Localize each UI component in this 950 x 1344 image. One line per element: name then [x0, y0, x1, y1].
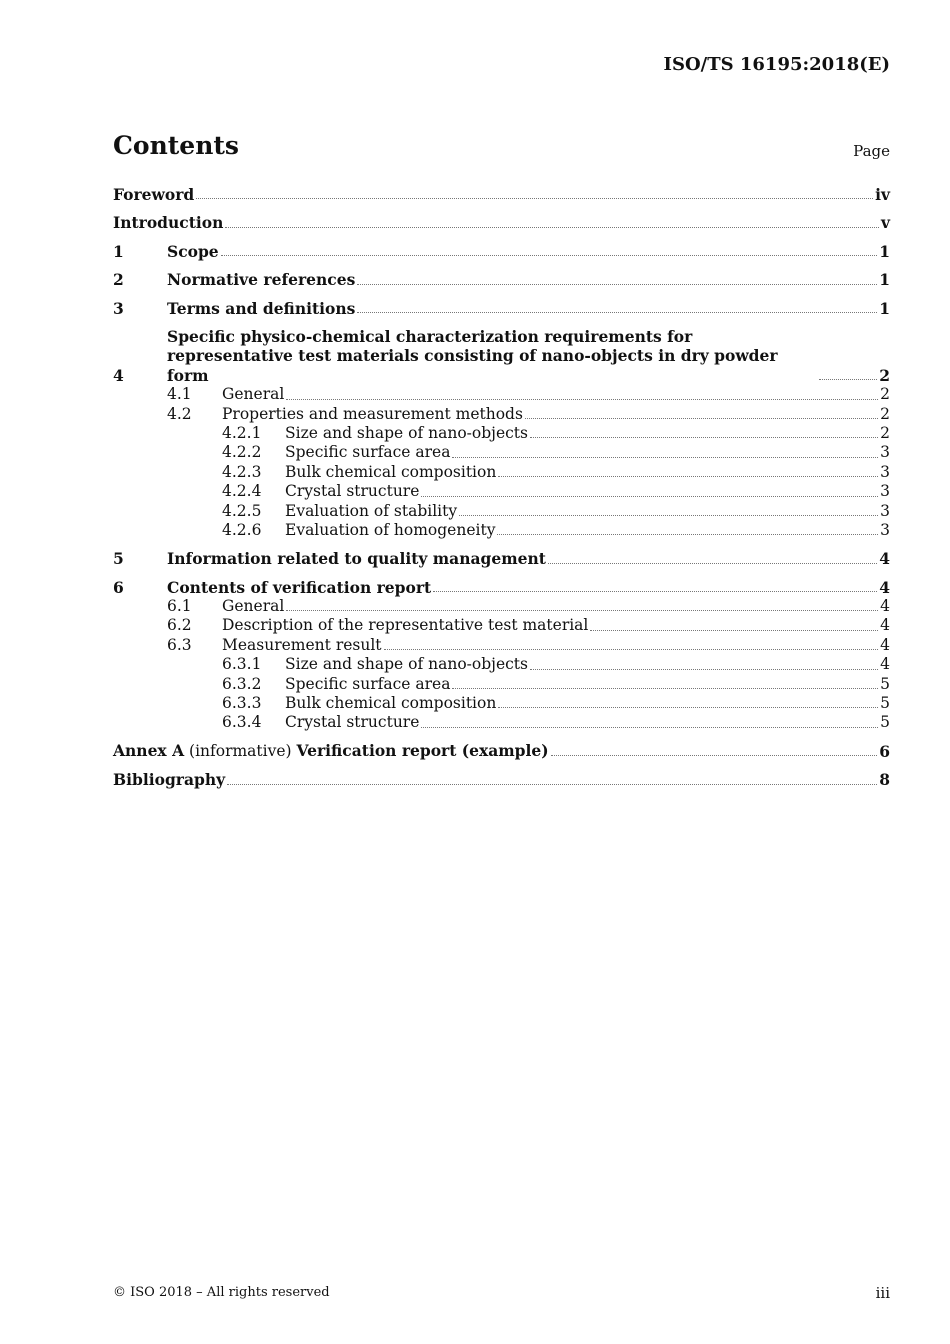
toc-entry-page: 3 [880, 482, 890, 501]
toc-entry-page: 5 [880, 694, 890, 713]
toc-entry-page: 4 [880, 655, 890, 674]
annex-title: Verification report (example) [296, 740, 549, 760]
toc-entry-number: 4 [113, 365, 124, 385]
dot-leader [530, 669, 878, 670]
toc-entry[interactable] [113, 616, 890, 635]
dot-leader [452, 688, 878, 689]
toc-entry[interactable] [113, 443, 890, 462]
toc-entry-page: 4 [880, 616, 890, 635]
toc-entry[interactable] [113, 385, 890, 404]
dot-leader [196, 198, 873, 199]
toc-entry[interactable] [113, 424, 890, 443]
toc-entry-number: 4.2 [167, 404, 192, 423]
toc-entry-title: Foreword [113, 184, 195, 204]
toc-entry-page: 2 [879, 365, 890, 385]
dot-leader [286, 610, 878, 611]
dot-leader [498, 476, 878, 477]
annex-type: (informative) [184, 741, 297, 760]
dot-leader [530, 437, 878, 438]
toc-entry-page: 1 [879, 298, 890, 318]
toc-entry-number: 6.3.2 [222, 674, 262, 693]
toc-entry-number: 4.2.1 [222, 423, 262, 442]
toc-entry-title: Measurement result [222, 635, 382, 654]
toc-entry-number: 4.2.2 [222, 443, 262, 462]
toc-entry[interactable] [113, 242, 890, 261]
toc-entry-number: 6.2 [167, 616, 192, 635]
toc-entry[interactable] [113, 655, 890, 674]
toc-entry-number: 6.3.3 [222, 694, 262, 713]
toc-entry-number: 6.3.1 [222, 655, 262, 674]
toc-entry-page: v [880, 213, 890, 233]
toc-entry-title: Specific surface area [285, 443, 451, 462]
toc-entry-title: Evaluation of stability [285, 501, 458, 520]
toc-entry-title: Evaluation of homogeneity [285, 520, 496, 539]
toc-entry-number: 4.2.6 [222, 520, 262, 539]
annex-label: Annex A [113, 740, 185, 760]
toc-entry-title: Properties and measurement methods [222, 404, 523, 423]
dot-leader [459, 515, 878, 516]
toc-entry-title: Crystal structure [285, 713, 420, 732]
toc-entry-page: 8 [879, 770, 890, 790]
toc-entry-page: 3 [880, 520, 890, 539]
toc-entry[interactable] [113, 675, 890, 694]
dot-leader [384, 649, 879, 650]
footer-page-number: iii [875, 1284, 890, 1302]
toc-entry[interactable] [113, 213, 890, 232]
toc-entry-title: Crystal structure [285, 482, 420, 501]
toc-entry[interactable] [113, 742, 890, 761]
toc-entry-title: Contents of verification report [167, 577, 432, 597]
toc-entry-page: 4 [880, 635, 890, 654]
toc-entry-number: 1 [113, 241, 124, 261]
dot-leader [421, 496, 878, 497]
toc-entry-title: Normative references [167, 270, 356, 290]
toc-entry-title: Scope [167, 241, 219, 261]
toc-entry-number: 6 [113, 577, 124, 597]
toc-entry-page: 3 [880, 501, 890, 520]
toc-entry[interactable] [113, 185, 890, 204]
toc-entry-number: 4.2.4 [222, 482, 262, 501]
toc-entry[interactable] [113, 463, 890, 482]
toc-entry-page: 1 [879, 241, 890, 261]
toc-entry[interactable] [113, 405, 890, 424]
toc-entry-page: 3 [880, 462, 890, 481]
toc-entry-number: 4.1 [167, 385, 192, 404]
toc-entry-title: General [222, 597, 285, 616]
toc-entry-number: 5 [113, 549, 124, 569]
page-title: Contents [113, 131, 240, 160]
dot-leader [221, 255, 878, 256]
page-column-label: Page [853, 142, 890, 160]
toc-entry-page: 5 [880, 674, 890, 693]
dot-leader [819, 379, 877, 380]
toc-entry-title: Introduction [113, 213, 224, 233]
toc-entry-title: Bulk chemical composition [285, 694, 497, 713]
dot-leader [548, 563, 877, 564]
dot-leader [590, 630, 878, 631]
toc-entry-page: 3 [880, 443, 890, 462]
document-id: ISO/TS 16195:2018(E) [663, 54, 890, 75]
toc-entry[interactable] [113, 597, 890, 616]
toc-entry[interactable] [113, 299, 890, 318]
dot-leader [551, 755, 878, 756]
toc-entry-title: Size and shape of nano-objects [285, 655, 528, 674]
toc-entry[interactable] [113, 502, 890, 521]
toc-entry-number: 6.1 [167, 597, 192, 616]
toc-entry-page: 6 [879, 741, 890, 761]
toc-entry-page: 4 [880, 597, 890, 616]
toc-entry-title: Specific physico-chemical characterization requirements for representative test materials consisting of nano-objects in dry powder form [167, 326, 778, 385]
toc-entry-number: 4.2.3 [222, 462, 262, 481]
footer-copyright: © ISO 2018 – All rights reserved [113, 1285, 330, 1300]
dot-leader [452, 457, 878, 458]
toc-entry-title: General [222, 385, 285, 404]
toc-entry-title: Specific surface area [285, 674, 451, 693]
toc-entry[interactable] [113, 578, 890, 597]
toc-entry-title: Bibliography [113, 770, 226, 790]
toc-entry-page: iv [875, 184, 890, 204]
toc-entry[interactable] [113, 694, 890, 713]
toc-entry[interactable] [113, 521, 890, 540]
toc-entry[interactable] [113, 482, 890, 501]
dot-leader [421, 727, 878, 728]
toc-entry-title [113, 741, 549, 761]
toc-entry[interactable] [113, 770, 890, 789]
toc-entry-number: 6.3 [167, 635, 192, 654]
toc-entry-title: Terms and definitions [167, 298, 356, 318]
toc-entry[interactable] [113, 549, 890, 568]
toc-entry-page: 4 [879, 549, 890, 569]
toc-entry[interactable] [113, 713, 890, 732]
toc-entry-title: Information related to quality management [167, 549, 546, 569]
toc-entry-number: 4.2.5 [222, 501, 262, 520]
dot-leader [357, 284, 877, 285]
toc-entry-page: 5 [880, 713, 890, 732]
toc-entry[interactable] [113, 327, 890, 385]
toc-entry-page: 1 [879, 270, 890, 290]
toc-entry-title: Description of the representative test material [222, 616, 589, 635]
dot-leader [525, 418, 878, 419]
dot-leader [357, 312, 877, 313]
table-of-contents [113, 185, 890, 790]
dot-leader [498, 707, 878, 708]
dot-leader [497, 534, 878, 535]
toc-entry-title: Size and shape of nano-objects [285, 423, 528, 442]
toc-entry-title: Bulk chemical composition [285, 462, 497, 481]
dot-leader [225, 227, 879, 228]
toc-entry-number: 6.3.4 [222, 713, 262, 732]
dot-leader [227, 784, 877, 785]
toc-entry-page: 2 [880, 385, 890, 404]
toc-entry-page: 2 [880, 423, 890, 442]
toc-entry-number: 2 [113, 270, 124, 290]
dot-leader [286, 399, 878, 400]
toc-entry-page: 2 [880, 404, 890, 423]
toc-entry-number: 3 [113, 298, 124, 318]
toc-entry[interactable] [113, 636, 890, 655]
dot-leader [433, 591, 877, 592]
toc-entry-page: 4 [879, 577, 890, 597]
toc-entry[interactable] [113, 270, 890, 289]
